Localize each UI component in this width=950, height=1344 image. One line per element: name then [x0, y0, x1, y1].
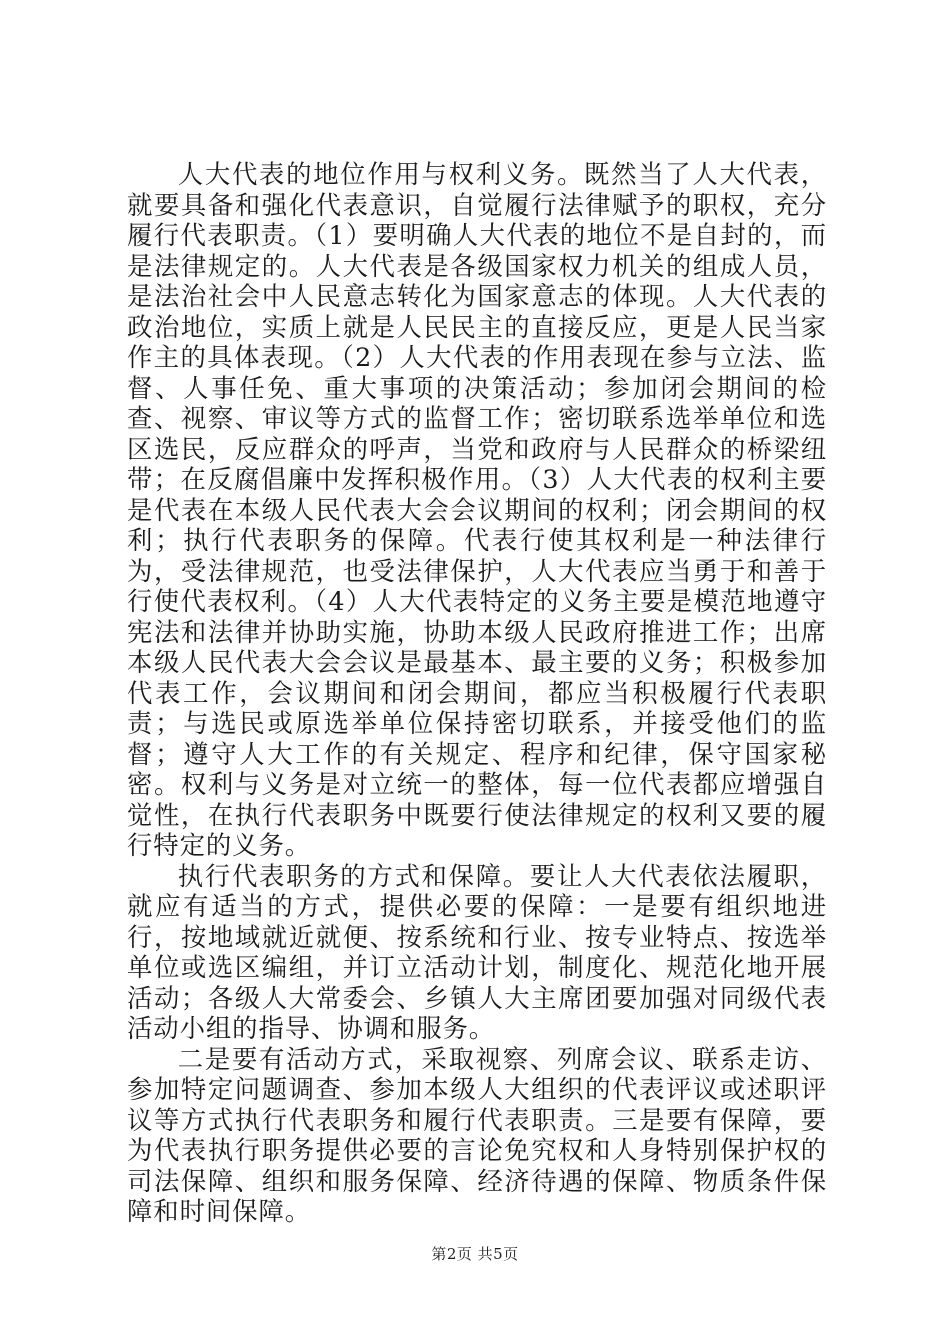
paragraph-duty-methods: 执行代表职务的方式和保障。要让人大代表依法履职，就应有适当的方式，提供必要的保障：一是要有组织地进行，按地域就近就便、按系统和行业、按专业特点、按选举单位或选区编组，并订立活动计划，制度化、规范化地开展活动；各级人大常委会、乡镇人大主席团要加强对同级代表活动小组的指导、协调和服务。 [127, 860, 827, 1043]
paragraph-activity-guarantees: 二是要有活动方式，采取视察、列席会议、联系走访、参加特定问题调查、参加本级人大组织的代表评议或述职评议等方式执行代表职务和履行代表职责。三是要有保障，要为代表执行职务提供必要的言论免究权和人身特别保护权的司法保障、组织和服务保障、经济待遇的保障、物质条件保障和时间保障。 [127, 1043, 827, 1226]
document-body [127, 159, 827, 1227]
paragraph-rights-duties: 人大代表的地位作用与权利义务。既然当了人大代表，就要具备和强化代表意识，自觉履行法律赋予的职权，充分履行代表职责。（1）要明确人大代表的地位不是自封的，而是法律规定的。人大代表是各级国家权力机关的组成人员，是法治社会中人民意志转化为国家意志的体现。人大代表的政治地位，实质上就是人民民主的直接反应，更是人民当家作主的具体表现。（2）人大代表的作用表现在参与立法、监督、人事任免、重大事项的决策活动；参加闭会期间的检查、视察、审议等方式的监督工作；密切联系选举单位和选区选民，反应群众的呼声，当党和政府与人民群众的桥梁纽带；在反腐倡廉中发挥积极作用。（3）人大代表的权利主要是代表在本级人民代表大会会议期间的权利；闭会期间的权利；执行代表职务的保障。代表行使其权利是一种法律行为，受法律规范，也受法律保护，人大代表应当勇于和善于行使代表权利。（4）人大代表特定的义务主要是模范地遵守宪法和法律并协助实施，协助本级人民政府推进工作；出席本级人民代表大会会议是最基本、最主要的义务；积极参加代表工作，会议期间和闭会期间，都应当积极履行代表职责；与选民或原选举单位保持密切联系，并接受他们的监督；遵守人大工作的有关规定、程序和纪律，保守国家秘密。权利与义务是对立统一的整体，每一位代表都应增强自觉性，在执行代表职务中既要行使法律规定的权利又要的履行特定的义务。 [127, 159, 827, 860]
page-number-footer: 第2页 共5页 [431, 1245, 519, 1263]
